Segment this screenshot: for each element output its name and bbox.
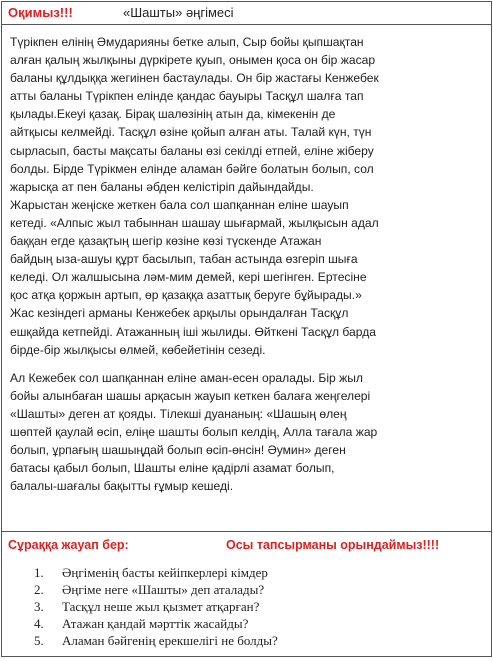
paragraph-2 [10, 369, 483, 496]
paragraph-gap [10, 359, 483, 369]
task-header [8, 536, 485, 554]
text-line: болып, ұрпағың шашыңдай болып өсіп-өнсін! Әумин» деген [10, 443, 346, 458]
question-number: 5. [34, 633, 44, 648]
text-line: алған қалың жылқыны дүркірете қуып, онымен қоса он бір жасар [10, 53, 376, 68]
text-line: келеді. Ол жалшысына ләм-мим демей, кері шегінген. Ертесіне [10, 270, 367, 285]
paragraph-1 [10, 33, 483, 359]
read-label: Оқимыз!!! [8, 5, 73, 20]
answer-label: Сұраққа жауап бер: [8, 538, 129, 552]
text-line: «Шашты» деген ат қояды. Тілекші дуананың: «Шашың өлең [10, 406, 347, 421]
text-line: баққан егде қазақтың шегір көзіне көзі түскенде Атажан [10, 234, 322, 249]
question-text: Тасқұл неше жыл қызмет атқарған? [62, 599, 260, 614]
text-line: байдың ыза-ашуы құрт басылып, табан астында өзгеріп шыға [10, 252, 358, 267]
text-line: Ал Кежебек сол шапқаннан еліне аман-есен оралады. Бір жыл [10, 370, 363, 385]
text-line: қылады.Екеуі қазақ. Бірақ шалөзінің атын да, кімекенін де [10, 107, 336, 122]
header-row [2, 2, 491, 25]
question-list [8, 564, 485, 649]
question-number: 3. [34, 599, 44, 614]
text-line: жарысқа ат пен баланы әбден келістіріп дайындайды. [10, 179, 314, 194]
question-item [34, 632, 485, 649]
do-task-label: Осы тапсырманы орындаймыз!!!! [226, 538, 440, 552]
text-line: болды. Бірде Түрікмен елінде аламан бәйге болатын болып, сол [10, 161, 374, 176]
question-text: Аламан бәйгенің ерекшелігі не болды? [62, 633, 278, 648]
story-text [2, 25, 491, 532]
question-item [34, 598, 485, 615]
text-line: батасы қабыл болып, Шашты еліне қадірлі азамат болып, [10, 461, 335, 476]
question-item [34, 615, 485, 632]
text-line: айтқысы келмейді. Тасқұл өзіне қойып алған аты. Талай күн, түн [10, 125, 372, 140]
text-line: кетеді. «Алпыс жыл табыннан шашау шығармай, жылқысын адал [10, 215, 379, 230]
question-text: Әңгіме неге «Шашты» деп аталады? [62, 582, 265, 597]
text-line: бірде-бір жылқысы өлмей, көбейетінін сезеді. [10, 342, 266, 357]
question-number: 4. [34, 616, 44, 631]
text-line: шөптей қаулай өсіп, еліңе шашты болып келдің, Алла тағала жар [10, 424, 378, 439]
text-line: қос атқа қоржын артып, өр қазаққа азаттық беруге бұйырады.» [10, 288, 362, 303]
text-line: ешқайда кетпейді. Атажанның іші жылиды. Өйткені Тасқұл барда [10, 324, 377, 339]
text-line: атты баланы Түрікпен елінде қандас бауыры Тасқұл шалға тап [10, 89, 364, 104]
text-line: Жас кезіндегі арманы Кенжебек арқылы орындалған Тасқұл [10, 306, 349, 321]
text-line: Жарыстан жеңіске жеткен бала сол шапқаннан еліне шауып [10, 197, 349, 212]
question-number: 2. [34, 582, 44, 597]
worksheet [1, 1, 492, 657]
story-title: «Шашты» әңгімесі [123, 5, 234, 20]
question-item [34, 581, 485, 598]
question-text: Әңгіменің басты кейіпкерлері кімдер [62, 565, 268, 580]
text-line: балалы-шағалы бақытты ғұмыр кешеді. [10, 479, 234, 494]
text-line: баланы құлдыққа жегиінен бастаулады. Он бір жастағы Кенжебек [10, 71, 379, 86]
text-line: бойы алынбаған шашы арқасын жауып кеткен балаға жеңгелері [10, 388, 371, 403]
question-text: Атажан қандай мәрттік жасайды? [62, 616, 249, 631]
text-line: сырласып, басты мақсаты баланы өзі секілді етпей, еліне жіберу [10, 143, 374, 158]
task-section [2, 532, 491, 649]
question-number: 1. [34, 565, 44, 580]
text-line: Түрікпен елінің Әмударияны бетке алып, Сыр бойы қыпшақтан [10, 35, 364, 49]
question-item [34, 564, 485, 581]
